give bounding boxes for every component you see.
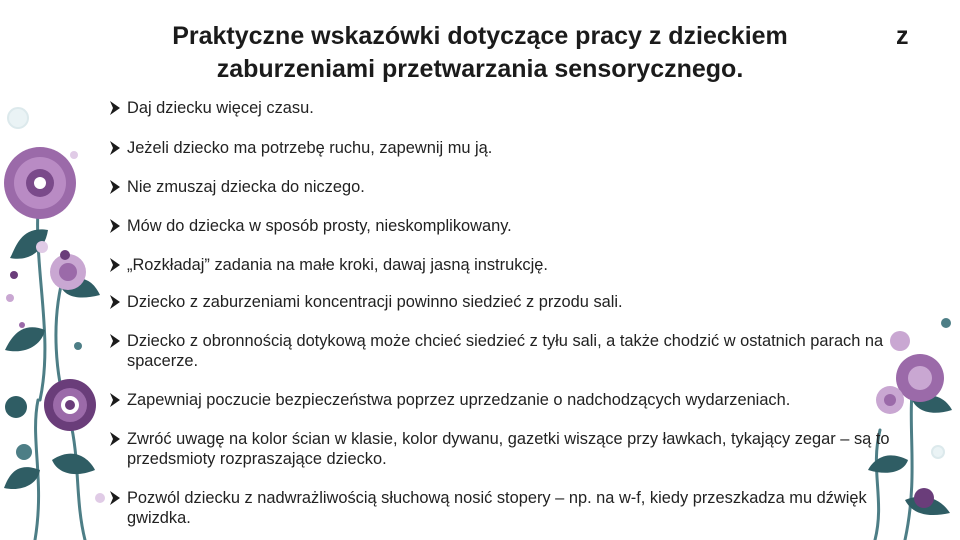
arrow-bullet-icon: [108, 178, 122, 196]
title-line-2: zaburzeniami przetwarzania sensorycznego.: [216, 55, 744, 83]
bullet-item: [108, 390, 918, 410]
flower-icon: [4, 147, 76, 219]
bullet-text: Dziecko z zaburzeniami koncentracji powinno siedzieć z przodu sali.: [127, 293, 623, 311]
flower-icon: [50, 254, 86, 290]
bullet-text: Pozwól dziecku z nadwrażliwością słuchową nosić stopery – np. na w-f, kiedy przeszkadza mu dźwięk gwizdka.: [127, 489, 867, 527]
bullet-item: [108, 255, 918, 275]
arrow-bullet-icon: [108, 430, 122, 448]
title-line-1: Praktyczne wskazówki dotyczące pracy z dzieckiem: [172, 22, 788, 50]
title-trailing-z: z: [896, 22, 909, 50]
bullet-text: „Rozkładaj” zadania na małe kroki, dawaj jasną instrukcję.: [127, 256, 548, 274]
arrow-bullet-icon: [108, 293, 122, 311]
flower-icon: [5, 396, 32, 460]
bullet-text: Jeżeli dziecko ma potrzebę ruchu, zapewnij mu ją.: [127, 139, 493, 157]
arrow-bullet-icon: [108, 489, 122, 507]
bullet-item: [108, 138, 918, 158]
bullet-item: [108, 292, 918, 312]
arrow-bullet-icon: [108, 332, 122, 350]
slide-title: [30, 20, 930, 86]
arrow-bullet-icon: [108, 391, 122, 409]
arrow-bullet-icon: [108, 99, 122, 117]
bullet-text: Zwróć uwagę na kolor ścian w klasie, kolor dywanu, gazetki wiszące przy ławkach, tykający zegar – są to przedsmioty rozpraszające dziecko.: [127, 430, 890, 468]
leaf-icon: [4, 229, 100, 489]
bullet-item: [108, 177, 918, 197]
bullet-item: [108, 488, 918, 528]
bullet-item: [108, 429, 918, 469]
bullet-text: Zapewniaj poczucie bezpieczeństwa poprzez uprzedzanie o nadchodzących wydarzeniach.: [127, 391, 791, 409]
bullet-text: Daj dziecku więcej czasu.: [127, 99, 314, 117]
arrow-bullet-icon: [108, 139, 122, 157]
bullet-item: [108, 331, 918, 371]
bullet-text: Dziecko z obronnością dotykową może chcieć siedzieć z tyłu sali, a także chodzić w ostatnich parach na spacerze.: [127, 332, 884, 370]
flower-icon: [44, 379, 96, 431]
bullet-text: Mów do dziecka w sposób prosty, nieskomplikowany.: [127, 217, 512, 235]
bullet-text: Nie zmuszaj dziecka do niczego.: [127, 178, 365, 196]
arrow-bullet-icon: [108, 256, 122, 274]
bullet-item: [108, 216, 918, 236]
arrow-bullet-icon: [108, 217, 122, 235]
bullet-item: [108, 98, 918, 118]
